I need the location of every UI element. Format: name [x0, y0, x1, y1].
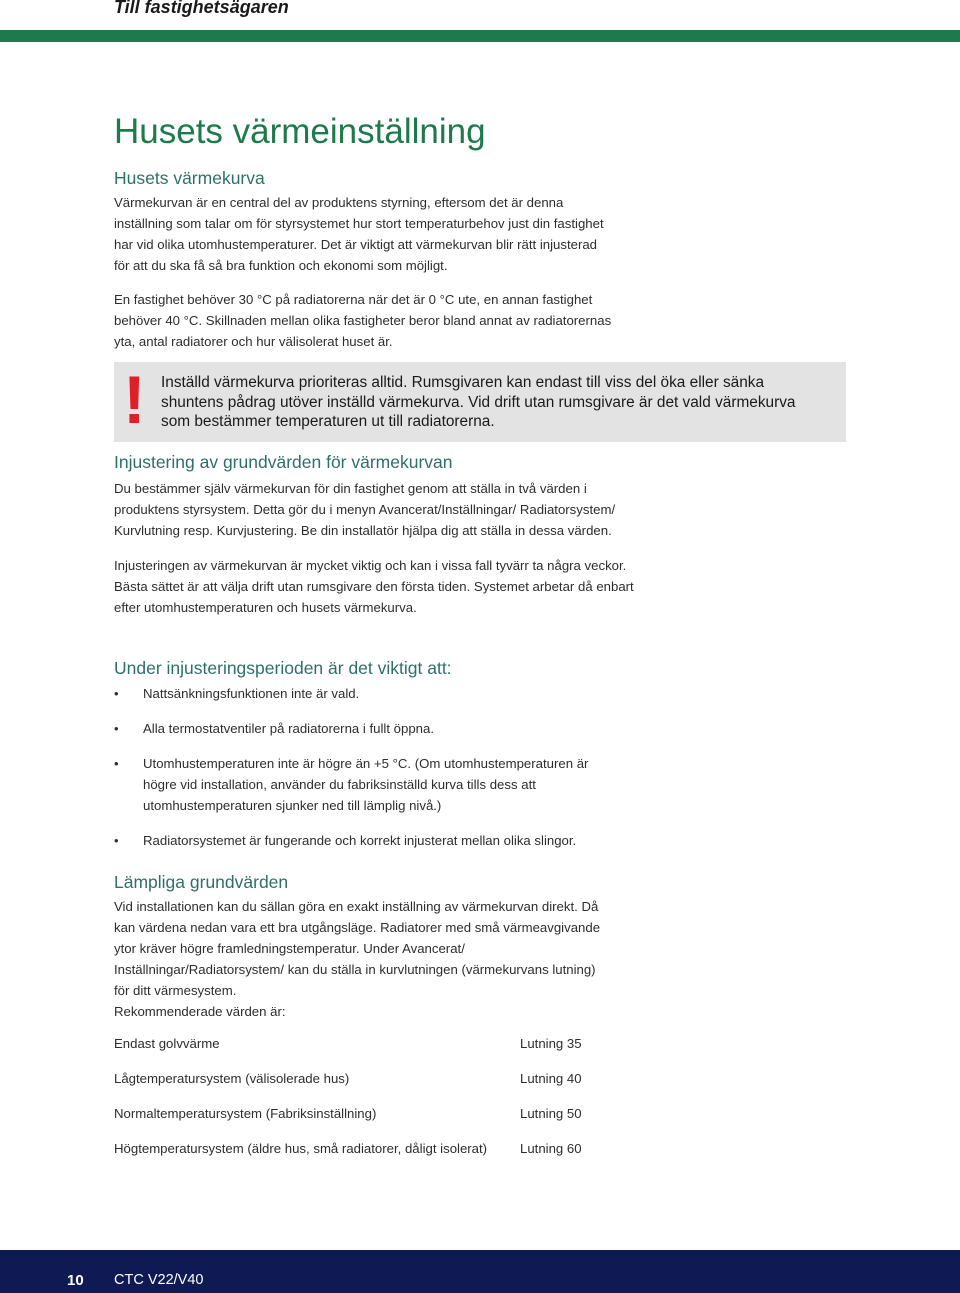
bullet-icon: • [114, 756, 119, 771]
warning-text: Inställd värmekurva prioriteras alltid. Rumsgivaren kan endast till viss del öka eller sänka shuntens pådrag utöver inställd värmekurva. Vid drift utan rumsgivare är det vald värmekurva som bestämmer temperaturen ut till radiatorerna. [161, 374, 796, 430]
system-name: Lågtemperatursystem (välisolerade hus) [114, 1071, 350, 1086]
table-row [114, 1138, 634, 1173]
system-name: Normaltemperatursystem (Fabriksinställning) [114, 1106, 377, 1121]
bullet-list [114, 683, 634, 851]
paragraph: Vid installationen kan du sällan göra en exakt inställning av värmekurvan direkt. Då kan värdena nedan vara ett bra utgångsläge. Radiatorer med små värmeavgivande ytor kräver högre framledningstemperatur. Under Avancerat/ Inställningar/Radiatorsystem/ kan du ställa in kurvlutningen (värmekurvans lutning) för ditt värmesystem. [114, 899, 601, 998]
section-heading-checklist: Under injusteringsperioden är det viktigt att: [114, 658, 452, 678]
table-row [114, 1068, 634, 1103]
slope-value: Lutning 40 [520, 1071, 582, 1086]
paragraph: Injusteringen av värmekurvan är mycket viktig och kan i vissa fall tyvärr ta några veckor. Bästa sättet är att välja drift utan rumsgivare den första tiden. Systemet arbetar då enbart efter utomhustemperaturen och husets värmekurva. [114, 558, 634, 615]
header-label: Till fastighetsägaren [114, 0, 289, 17]
paragraph: En fastighet behöver 30 °C på radiatorerna när det är 0 °C ute, en annan fastighet behöver 40 °C. Skillnaden mellan olika fastigheter beror bland annat av radiatorernas yta, antal radiatorer och hur välisolerat huset är. [114, 292, 612, 349]
paragraph: Du bestämmer själv värmekurvan för din fastighet genom att ställa in två värden i produktens styrsystem. Detta gör du i menyn Avancerat/Inställningar/ Radiatorsystem/ Kurvlutning resp. Kurvjustering. Be din installatör hjälpa dig att ställa in dessa värden. [114, 481, 616, 538]
warning-note [114, 362, 846, 442]
paragraph: Värmekurvan är en central del av produktens styrning, eftersom det är denna inställning som talar om för styrsystemet hur stort temperaturbehov just din fastighet har vid olika utomhustemperaturer. Det är viktigt att värmekurvan blir rätt injusterad för att du ska få så bra funktion och ekonomi som möjligt. [114, 195, 604, 273]
recommendation-table [114, 1033, 634, 1173]
list-item: • Radiatorsystemet är fungerande och korrekt injusterat mellan olika slingor. [114, 830, 613, 851]
exclamation-icon: ! [123, 362, 146, 438]
grundvarden-section [114, 871, 614, 1022]
page-title: Husets värmeinställning [114, 112, 486, 151]
checklist-section [114, 657, 634, 865]
header-rule [0, 30, 960, 42]
list-item: • Nattsänkningsfunktionen inte är vald. [114, 683, 613, 704]
page-header [0, 0, 960, 22]
table-row [114, 1103, 634, 1138]
system-name: Högtemperatursystem (äldre hus, små radiatorer, dåligt isolerat) [114, 1141, 488, 1156]
table-row [114, 1033, 634, 1068]
slope-value: Lutning 35 [520, 1036, 582, 1051]
list-item: • Alla termostatventiler på radiatorerna i fullt öppna. [114, 718, 613, 739]
system-name: Endast golvvärme [114, 1036, 220, 1051]
bullet-icon: • [114, 686, 119, 701]
injustering-section [114, 451, 634, 618]
page-footer [0, 1250, 960, 1293]
slope-value: Lutning 50 [520, 1106, 582, 1121]
section-heading-grundvarden: Lämpliga grundvärden [114, 872, 289, 892]
paragraph: Rekommenderade värden är: [114, 1004, 286, 1019]
section-heading-injustering: Injustering av grundvärden för värmekurvan [114, 452, 453, 472]
list-item: • Utomhustemperaturen inte är högre än +5 °C. (Om utomhustemperaturen är högre vid installation, använder du fabriksinställd kurva tills dess att utomhustemperaturen sjunker ned till lämplig nivå.) [114, 753, 613, 816]
product-model: CTC V22/V40 [114, 1272, 204, 1288]
section-heading-varmekurva: Husets värmekurva [114, 168, 265, 188]
bullet-icon: • [114, 721, 119, 736]
slope-value: Lutning 60 [520, 1141, 582, 1156]
bullet-icon: • [114, 833, 119, 848]
intro-section [114, 110, 854, 352]
page-number: 10 [67, 1272, 84, 1289]
